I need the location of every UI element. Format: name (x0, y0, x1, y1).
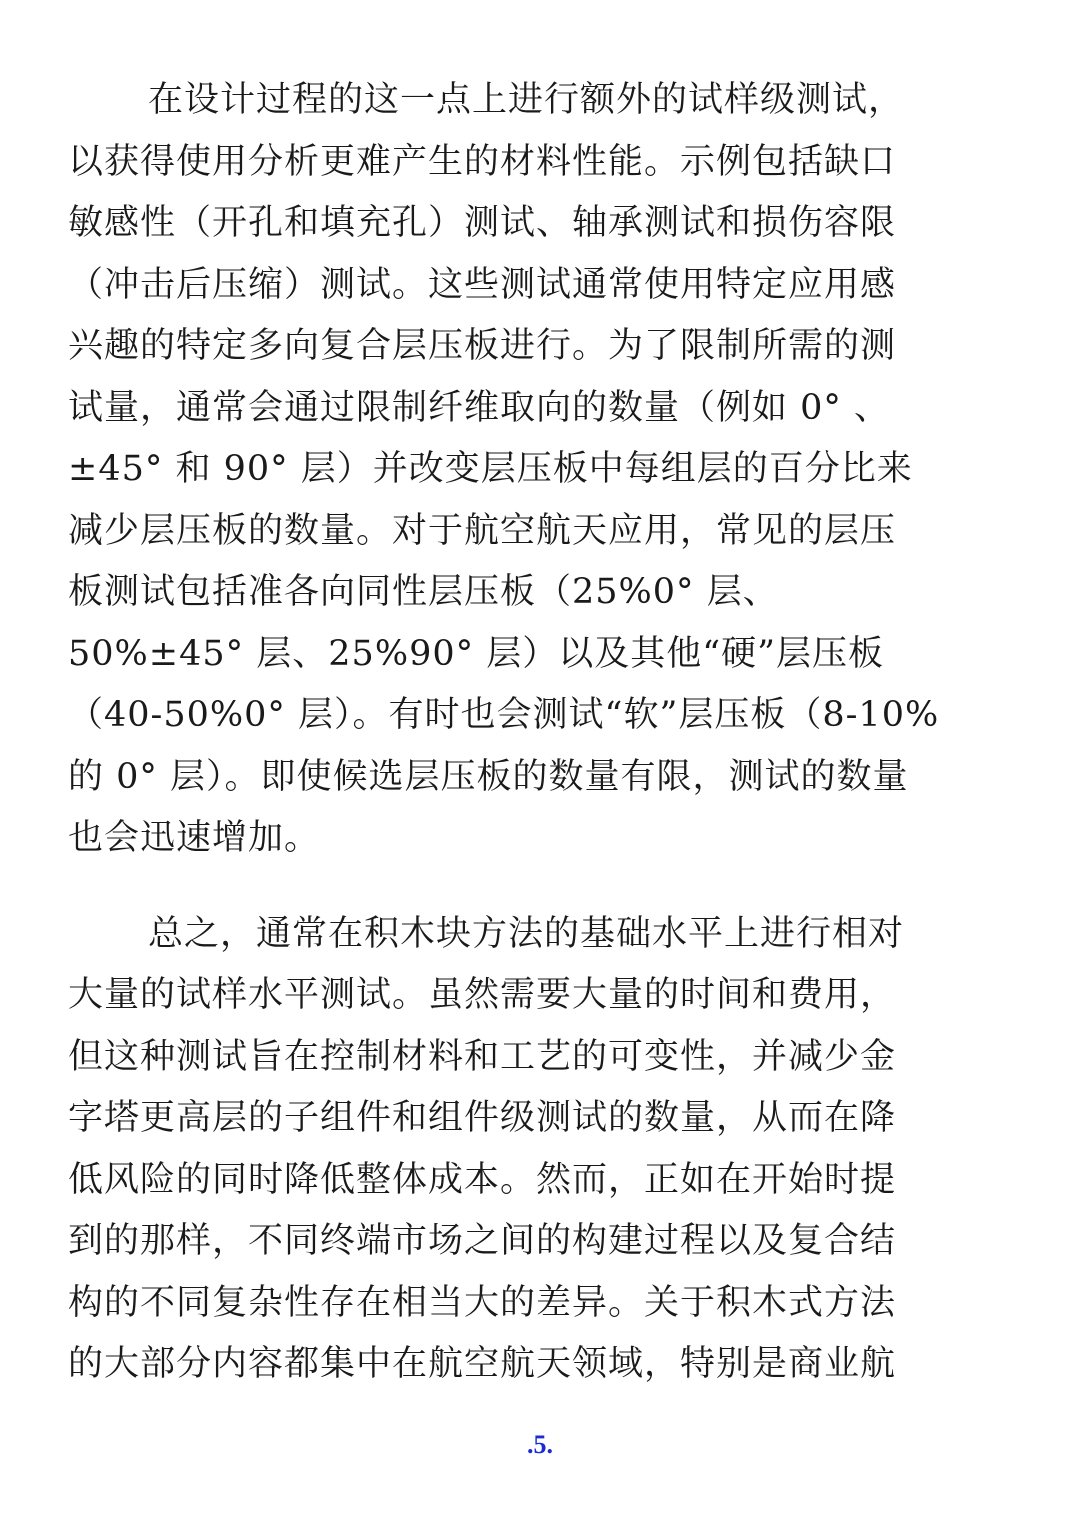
text-line: 也会迅速增加。 (68, 818, 321, 858)
text-line: ±45° 和 90° 层）并改变层压板中每组层的百分比来 (68, 449, 913, 489)
text-line: 板测试包括准各向同性层压板（25%0° 层、 (68, 572, 779, 612)
page-number: .5. (527, 1430, 553, 1459)
text-line: 在设计过程的这一点上进行额外的试样级测试， (148, 80, 905, 120)
text-line: 构的不同复杂性存在相当大的差异。关于积木式方法 (68, 1282, 897, 1323)
paragraph-1 (68, 70, 1013, 870)
text-line: 50%±45° 层、25%90° 层）以及其他“硬”层压板 (68, 633, 885, 674)
text-line: 字塔更高层的子组件和组件级测试的数量，从而在降 (68, 1098, 897, 1138)
text-line: 试量，通常会通过限制纤维取向的数量（例如 0° 、 (68, 387, 891, 428)
paragraph-2 (68, 904, 1013, 1396)
paragraph-spacer (68, 870, 1013, 904)
text-line: 兴趣的特定多向复合层压板进行。为了限制所需的测 (68, 326, 897, 366)
text-body (68, 70, 1013, 1396)
text-line: 减少层压板的数量。对于航空航天应用，常见的层压 (68, 510, 897, 551)
text-line: （冲击后压缩）测试。这些测试通常使用特定应用感 (68, 264, 897, 305)
text-line: 的大部分内容都集中在航空航天领域，特别是商业航 (68, 1344, 897, 1384)
text-line: （40-50%0° 层）。有时也会测试“软”层压板（8-10% (68, 695, 940, 735)
text-line: 大量的试样水平测试。虽然需要大量的时间和费用， (68, 975, 897, 1015)
text-line: 的 0° 层）。即使候选层压板的数量有限，测试的数量 (68, 756, 909, 797)
text-line: 低风险的同时降低整体成本。然而，正如在开始时提 (68, 1159, 897, 1200)
text-line: 敏感性（开孔和填充孔）测试、轴承测试和损伤容限 (68, 203, 897, 243)
text-line: 以获得使用分析更难产生的材料性能。示例包括缺口 (68, 141, 897, 182)
text-line: 到的那样，不同终端市场之间的构建过程以及复合结 (68, 1221, 897, 1261)
text-line: 总之，通常在积木块方法的基础水平上进行相对 (148, 913, 905, 954)
text-line: 但这种测试旨在控制材料和工艺的可变性，并减少金 (68, 1036, 897, 1077)
